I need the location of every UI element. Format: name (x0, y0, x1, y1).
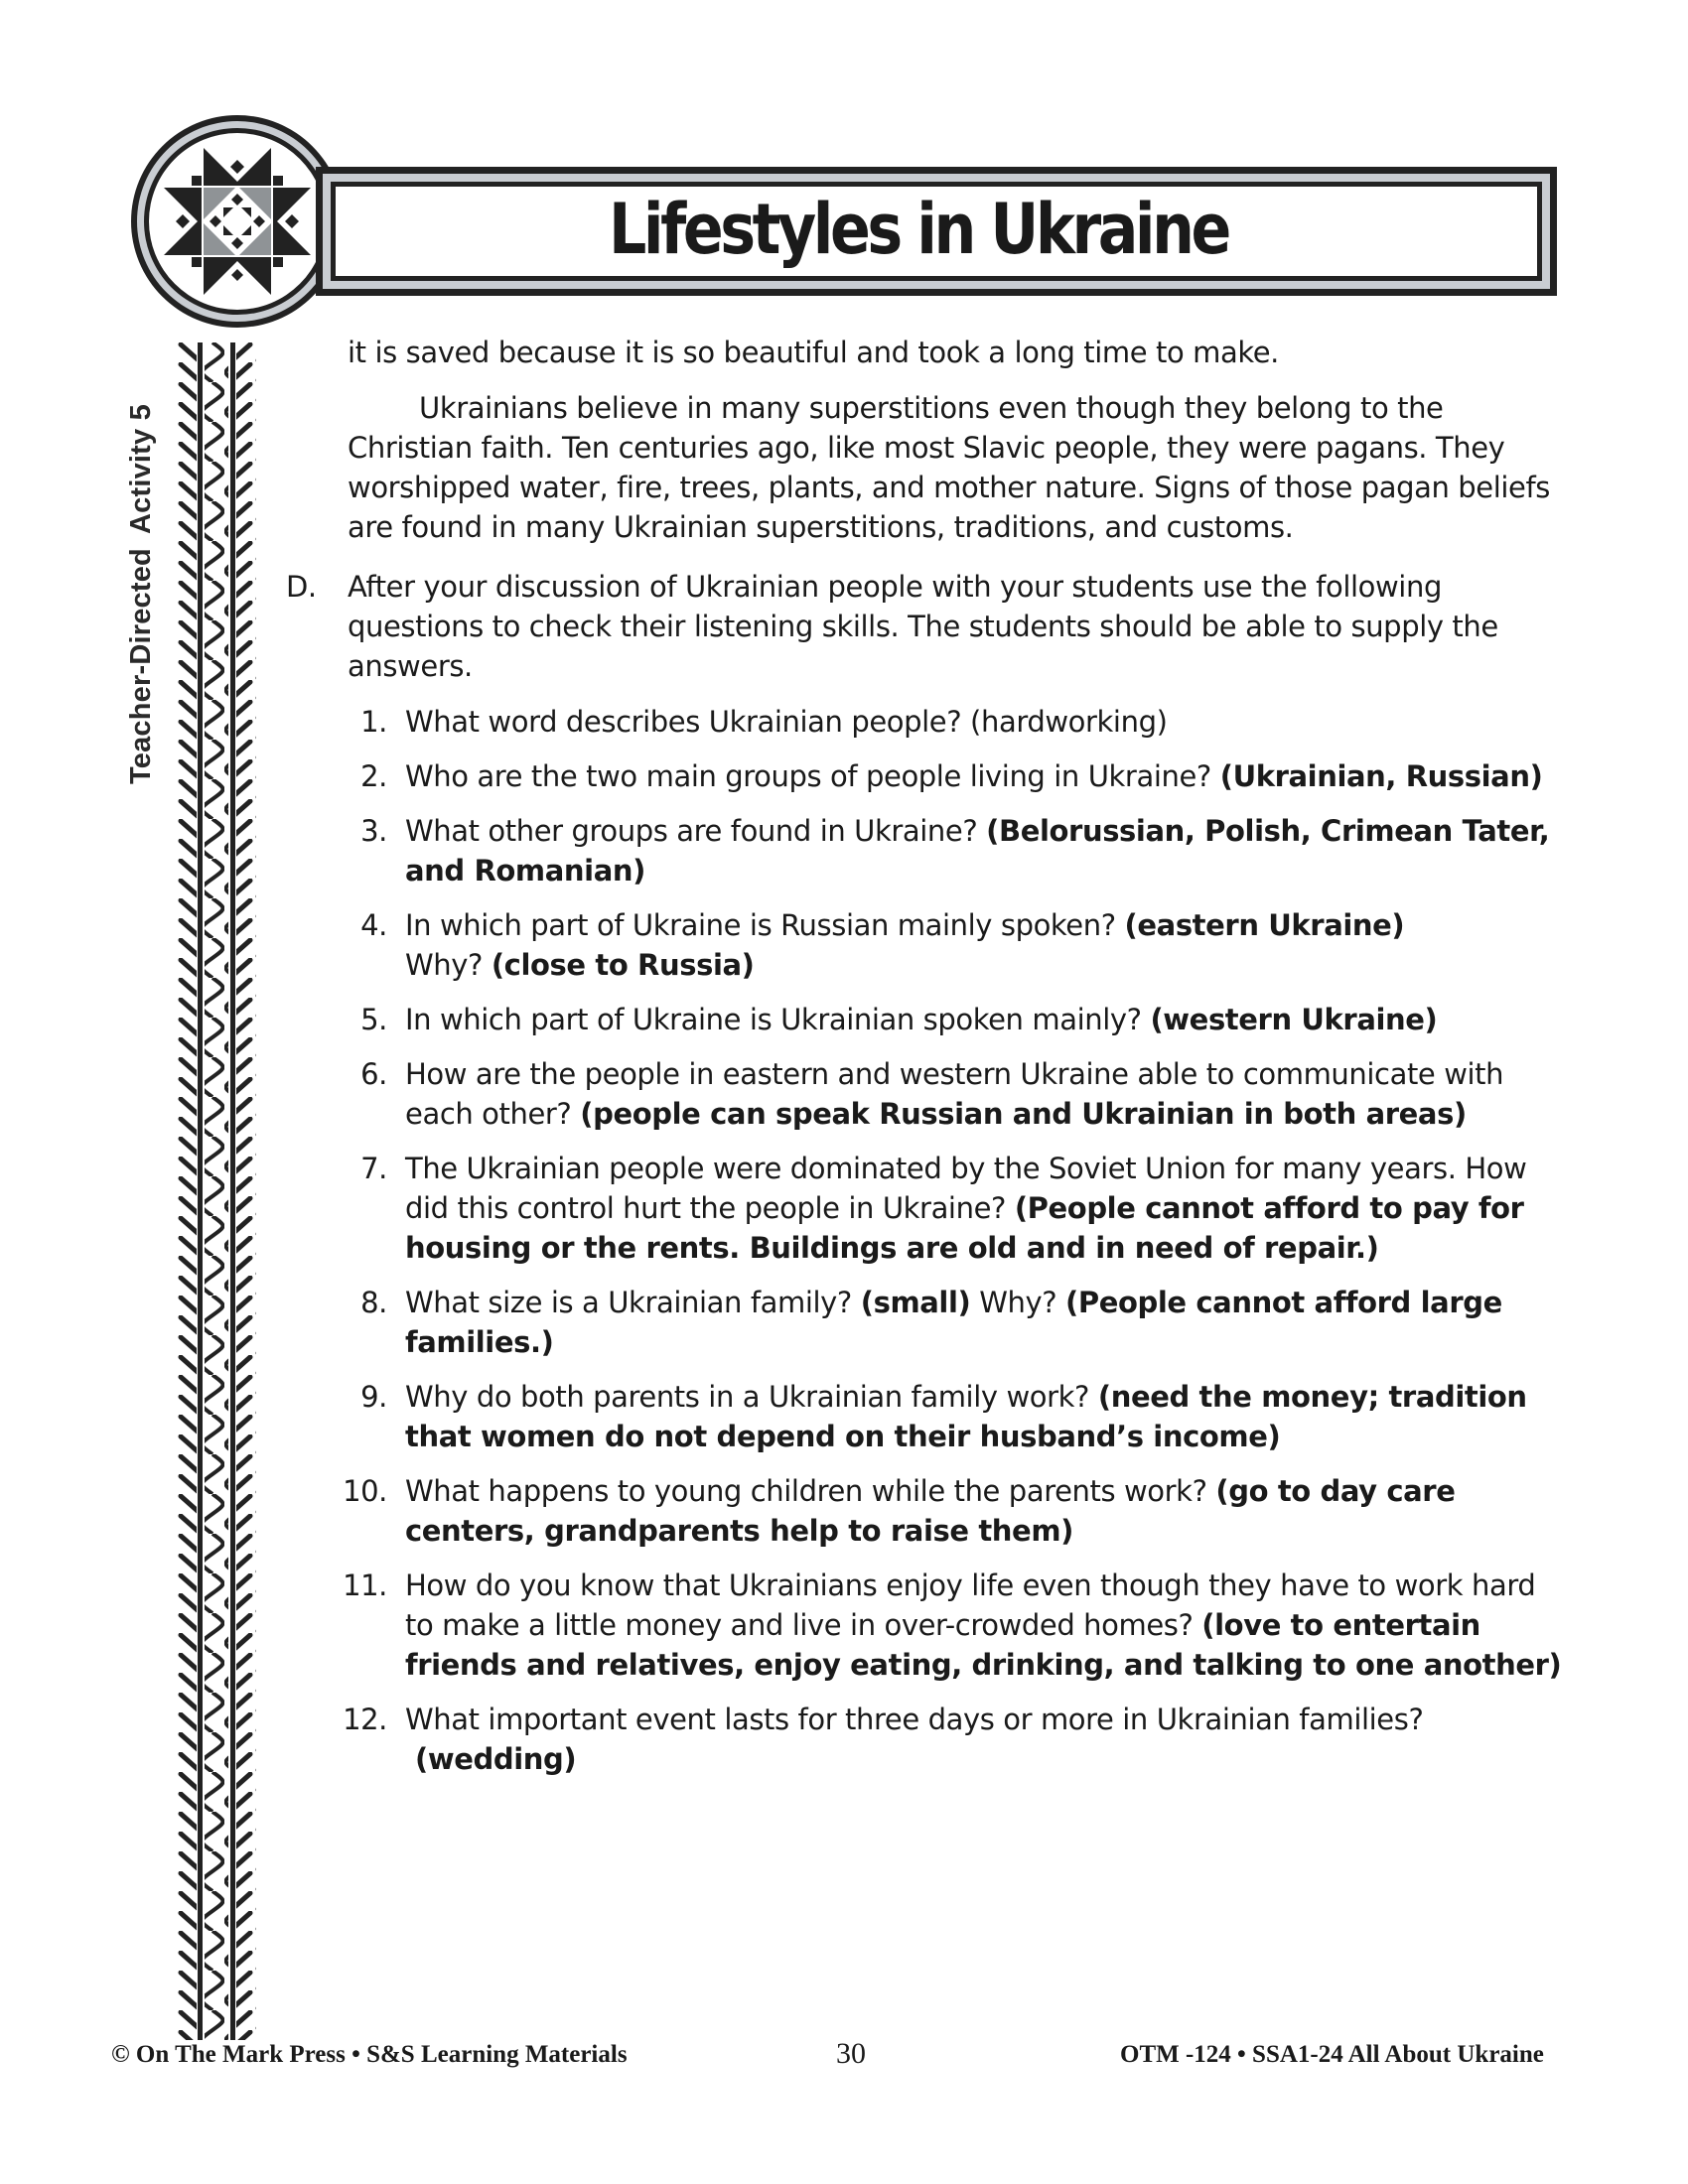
chevron-wave-border-icon (177, 342, 256, 2040)
question-item (348, 1377, 1569, 1456)
question-text: Why do both parents in a Ukrainian family work? (405, 1380, 1098, 1414)
answer-followup: (People cannot afford large families.) (405, 1286, 1502, 1359)
question-number: 9. (360, 1380, 387, 1414)
question-item (343, 1471, 1569, 1551)
question-text: How do you know that Ukrainians enjoy life even though they have to work hard to make a little money and live in over-crowded homes? (405, 1569, 1536, 1642)
question-item (348, 1054, 1569, 1134)
worksheet-body (286, 333, 1569, 1794)
question-number: 10. (343, 1474, 387, 1508)
question-number: 7. (360, 1152, 387, 1185)
question-item (348, 1000, 1569, 1039)
question-text: In which part of Ukraine is Russian mainly spoken? (405, 908, 1125, 942)
question-item (348, 1149, 1569, 1268)
question-item (348, 811, 1569, 890)
question-text: How are the people in eastern and western Ukraine able to communicate with each other? (405, 1057, 1504, 1131)
book-reference: OTM -124 • SSA1-24 All About Ukraine (1120, 2041, 1544, 2068)
question-text: What other groups are found in Ukraine? (405, 814, 987, 848)
question-text: What size is a Ukrainian family? (405, 1286, 861, 1319)
answer-text: (go to day care centers, grandparents help to raise them) (405, 1474, 1456, 1548)
question-item (343, 1700, 1569, 1779)
question-item (343, 1566, 1569, 1685)
question-text: What happens to young children while the parents work? (405, 1474, 1216, 1508)
page-number: 30 (836, 2037, 866, 2070)
question-followup: Why? (405, 948, 492, 982)
question-number: 4. (360, 908, 387, 942)
question-text: Who are the two main groups of people living in Ukraine? (405, 759, 1220, 793)
question-number: 8. (360, 1286, 387, 1319)
question-text: The Ukrainian people were dominated by the Soviet Union for many years. How did this control hurt the people in Ukraine? (405, 1152, 1527, 1225)
answer-text: (western Ukraine) (1150, 1003, 1438, 1036)
answer-text: (love to entertain friends and relatives, enjoy eating, drinking, and talking to one another) (405, 1608, 1562, 1682)
answer-followup: (close to Russia) (491, 948, 755, 982)
title-container (609, 189, 1329, 270)
question-list (343, 702, 1569, 1779)
question-item (348, 1283, 1569, 1362)
section-d (286, 567, 1569, 1779)
activity-number: Activity 5 (125, 404, 157, 535)
question-number: 6. (360, 1057, 387, 1091)
answer-text: (eastern Ukraine) (1124, 908, 1405, 942)
answer-text: (people can speak Russian and Ukrainian in both areas) (580, 1097, 1467, 1131)
question-number: 5. (360, 1003, 387, 1036)
page-title: Lifestyles in Ukraine (609, 189, 1228, 270)
answer-text: (People cannot afford to pay for housing or the rents. Buildings are old and in need of repair.) (405, 1191, 1524, 1265)
question-item (348, 756, 1569, 796)
superstitions-paragraph: Ukrainians believe in many superstitions even though they belong to the Christian faith. Ten centuries ago, like most Slavic people, they were pagans. They worshipped water, fire, trees, plants, and mother nature. Signs of those pagan beliefs are found in many Ukrainian superstitions, traditions, and customs. (348, 391, 1550, 544)
answer-text: (Ukrainian, Russian) (1219, 759, 1543, 793)
activity-label (125, 338, 165, 784)
answer-text: (small) (860, 1286, 971, 1319)
question-number: 3. (360, 814, 387, 848)
question-text: What word describes Ukrainian people? (hardworking) (405, 705, 1168, 739)
publisher-credit: © On The Mark Press • S&S Learning Materials (111, 2041, 628, 2068)
continuation-text: it is saved because it is so beautiful and took a long time to make. (348, 336, 1279, 369)
answer-text: (Belorussian, Polish, Crimean Tater, and Romanian) (405, 814, 1550, 887)
answer-text: (need the money; tradition that women do not depend on their husband’s income) (405, 1380, 1527, 1453)
question-number: 12. (343, 1703, 387, 1736)
question-item (348, 905, 1569, 985)
section-intro: After your discussion of Ukrainian people with your students use the following questions to check their listening skills. The students should be able to supply the answers. (348, 570, 1498, 683)
question-text: In which part of Ukraine is Ukrainian spoken mainly? (405, 1003, 1151, 1036)
ukrainian-star-emblem-icon (127, 111, 348, 332)
question-item (348, 702, 1569, 742)
question-number: 2. (360, 759, 387, 793)
activity-type: Teacher-Directed (125, 548, 157, 784)
answer-text: (wedding) (415, 1742, 577, 1776)
question-followup: Why? (970, 1286, 1066, 1319)
question-text: What important event lasts for three days or more in Ukrainian families? (405, 1703, 1424, 1736)
page-footer (0, 2037, 1688, 2081)
question-number: 11. (343, 1569, 387, 1602)
section-letter: D. (286, 570, 317, 604)
question-number: 1. (360, 705, 387, 739)
